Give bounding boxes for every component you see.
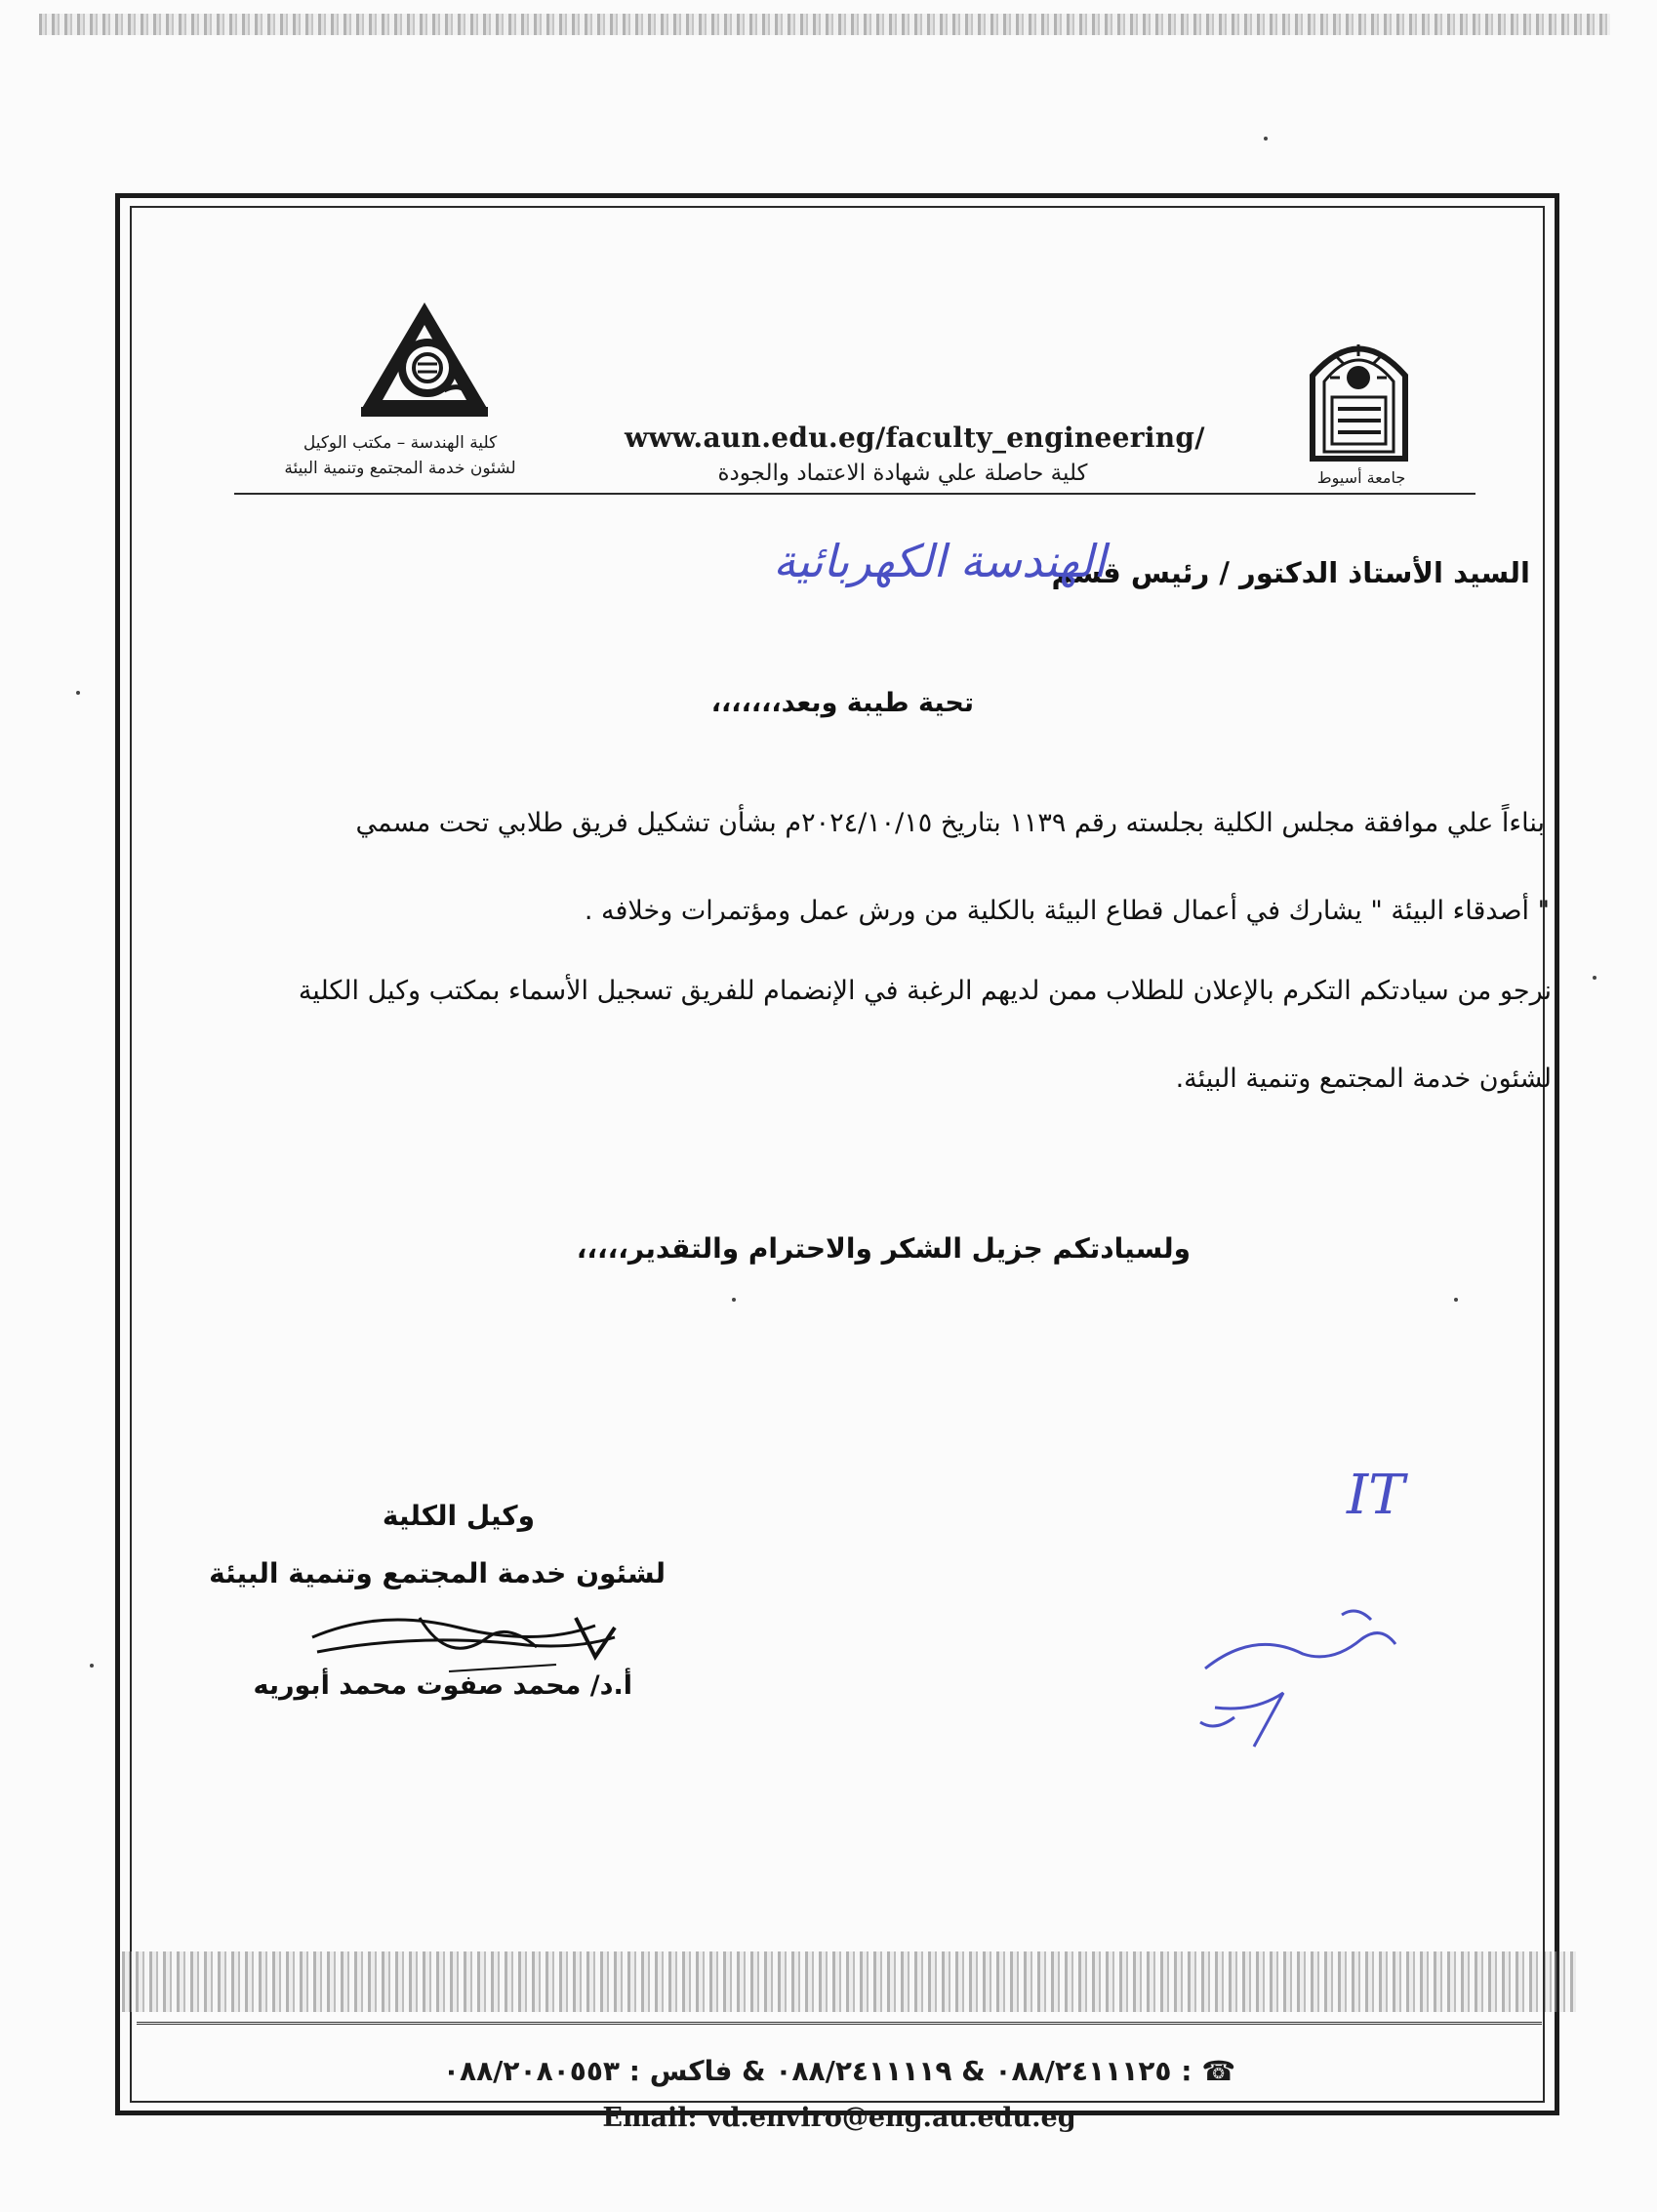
footer-email: Email: vd.enviro@eng.au.edu.eg: [602, 2103, 1076, 2133]
salutation: السيد الأستاذ الدكتور / رئيس قسم: [1051, 556, 1530, 589]
page-border-inner: [130, 206, 1545, 2103]
website-url: www.aun.edu.eg/faculty_engineering/: [625, 422, 1205, 454]
handwritten-department: الهندسة الكهربائية: [773, 535, 1106, 587]
signatory-office: لشئون خدمة المجتمع وتنمية البيئة: [209, 1557, 666, 1589]
scan-speck: [1454, 1298, 1458, 1302]
header-divider: [234, 493, 1475, 495]
footer-divider: [137, 2022, 1542, 2025]
paragraph-line: " أصدقاء البيئة " يشارك في أعمال قطاع البيئة بالكلية من ورش عمل ومؤتمرات وخلافه .: [584, 896, 1550, 926]
university-name: جامعة أسيوط: [1316, 468, 1406, 487]
scan-speck: [1593, 976, 1596, 980]
paragraph-line: بناءاً علي موافقة مجلس الكلية بجلسته رقم ١١٣٩ بتاريخ ٢٠٢٤/١٠/١٥م بشأن تشكيل فريق طلابي تحت مسمي: [355, 808, 1545, 838]
left-dept-line1: كلية الهندسة – مكتب الوكيل: [303, 433, 498, 453]
greeting: تحية طيبة وبعد،،،،،،،: [710, 688, 974, 718]
closing-remarks: ولسيادتكم جزيل الشكر والاحترام والتقدير،،،،،: [576, 1232, 1191, 1265]
paragraph-line: لشئون خدمة المجتمع وتنمية البيئة.: [1175, 1064, 1552, 1094]
paragraph-line: نرجو من سيادتكم التكرم بالإعلان للطلاب ممن لديهم الرغبة في الإنضمام للفريق تسجيل الأسماء بمكتب وكيل الكلية: [298, 976, 1552, 1006]
faculty-engineering-logo-icon: [351, 298, 498, 424]
left-dept-line2: لشئون خدمة المجتمع وتنمية البيئة: [284, 459, 516, 478]
scan-speck: [732, 1298, 736, 1302]
scan-artifact-top: [39, 14, 1610, 35]
footer-phone-numbers: ☎ : ٠٨٨/٢٤١١١٢٥ & ٠٨٨/٢٤١١١١٩ & فاكس : ٠٨٨/٢٠٨٠٥٥٣: [442, 2055, 1236, 2087]
signatory-title: وكيل الكلية: [382, 1500, 535, 1532]
accreditation-text: كلية حاصلة علي شهادة الاعتماد والجودة: [717, 461, 1088, 486]
handwritten-scribble: [1195, 1600, 1400, 1766]
scan-speck: [76, 691, 80, 695]
handwritten-note-it: IT: [1347, 1464, 1405, 1527]
scan-artifact-bottom: [122, 1951, 1576, 2012]
assiut-university-logo-icon: [1303, 327, 1415, 463]
scan-speck: [1264, 137, 1268, 141]
signatory-name: أ.د/ محمد صفوت محمد أبوريه: [253, 1670, 632, 1701]
scan-speck: [90, 1664, 94, 1668]
